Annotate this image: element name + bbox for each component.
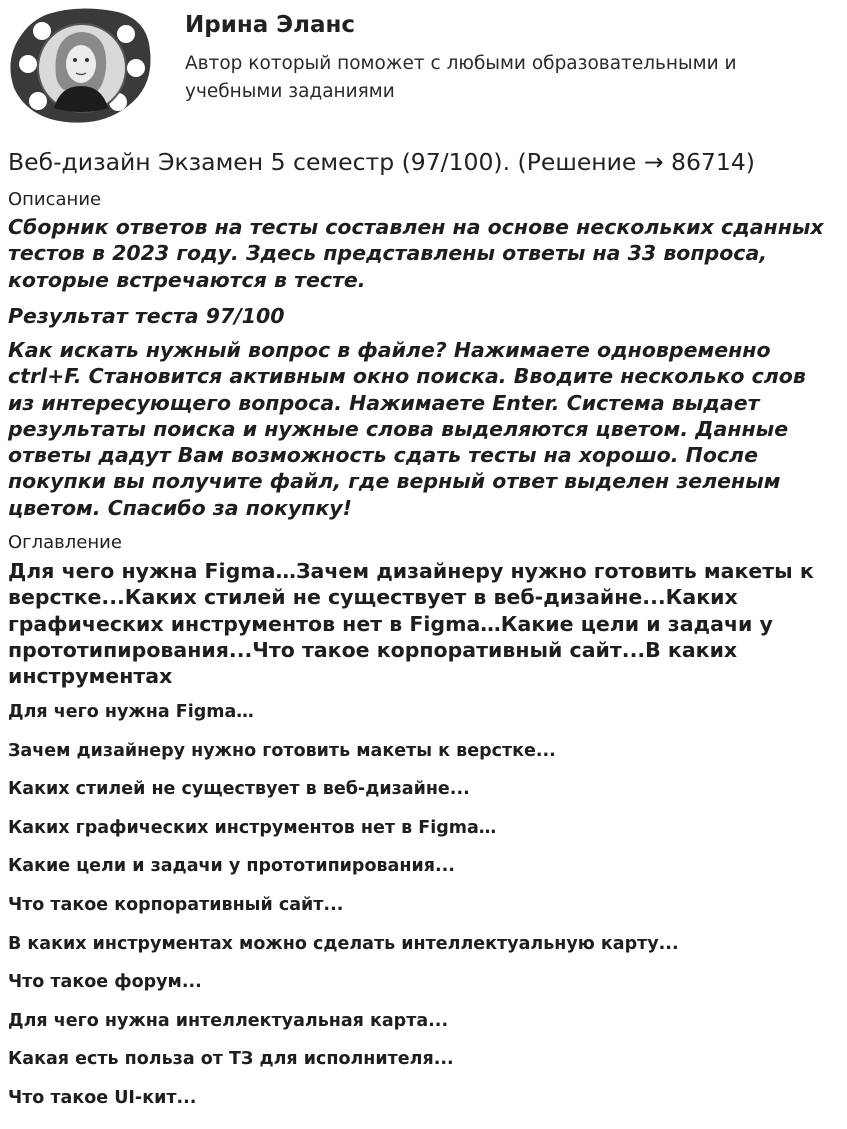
toc-item: Для чего нужна интеллектуальная карта... bbox=[8, 1010, 449, 1031]
author-description: Автор который поможет с любыми образовательными и учебными заданиями bbox=[185, 53, 737, 102]
toc-item: Для чего нужна Figma… bbox=[8, 702, 254, 722]
toc-item: Каких графических инструментов нет в Figma… bbox=[8, 817, 497, 838]
toc-item: Каких стилей не существует в веб-дизайне... bbox=[8, 779, 470, 800]
toc-item: Что такое корпоративный сайт... bbox=[8, 894, 344, 915]
author-card bbox=[0, 0, 847, 130]
toc-list bbox=[8, 700, 679, 1125]
toc-item: Зачем дизайнеру нужно готовить макеты к верстке... bbox=[8, 740, 556, 761]
description-paragraph-intro: Сборник ответов на тесты составлен на основе нескольких сданных тестов в 2023 году. Здесь представлены ответы на 33 вопроса, которые встречаются в тесте. bbox=[8, 215, 824, 292]
toc-item: Что такое форум... bbox=[8, 972, 202, 993]
toc-item: В каких инструментах можно сделать интеллектуальную карту... bbox=[8, 933, 679, 954]
toc-label: Оглавление bbox=[8, 532, 122, 553]
description-paragraph-result: Результат теста 97/100 bbox=[8, 304, 285, 328]
toc-item: Какая есть польза от ТЗ для исполнителя... bbox=[8, 1049, 454, 1070]
toc-item: Что такое UI-кит... bbox=[8, 1087, 197, 1108]
toc-summary: Для чего нужна Figma…Зачем дизайнеру нужно готовить макеты к верстке...Каких стилей не существует в веб-дизайне...Каких графических инструментов нет в Figma…Какие цели и задачи у прототипирования...Что такое корпоративный сайт...В каких инструментах bbox=[8, 559, 814, 689]
author-avatar[interactable] bbox=[8, 6, 153, 126]
description-paragraph-search-help: Как искать нужный вопрос в файле? Нажимаете одновременно ctrl+F. Становится активным окно поиска. Вводите несколько слов из интересующего вопроса. Нажимаете Enter. Система выдает результаты поиска и нужные слова выделяются цветом. Данные ответы дадут Вам возможность сдать тесты на хорошо. После покупки вы получите файл, где верный ответ выделен зеленым цветом. Спасибо за покупку! bbox=[8, 338, 806, 520]
author-name[interactable]: Ирина Эланс bbox=[185, 12, 356, 38]
toc-item: Какие цели и задачи у прототипирования... bbox=[8, 856, 455, 877]
document-title: Веб-дизайн Экзамен 5 семестр (97/100). (Решение → 86714) bbox=[8, 148, 755, 176]
description-label: Описание bbox=[8, 189, 102, 210]
